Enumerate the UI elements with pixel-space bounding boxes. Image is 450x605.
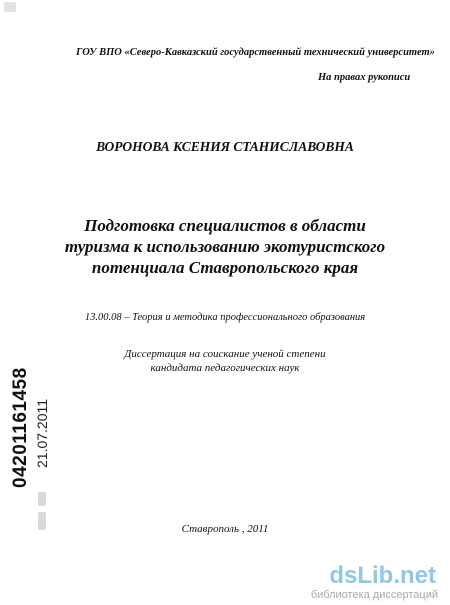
watermark-subtitle: библиотека диссертаций — [310, 589, 438, 601]
scan-smudge — [38, 512, 46, 530]
title-line-1: Подготовка специалистов в области — [84, 216, 366, 235]
archive-stamp-number: 04201161458 — [10, 367, 31, 488]
manuscript-rights-note: На правах рукописи — [318, 72, 411, 83]
watermark-logo: dsLib.net — [329, 562, 436, 589]
scan-smudge — [38, 492, 46, 506]
dissertation-title — [0, 215, 450, 278]
specialty-code: 13.00.08 – Теория и методика профессионального образования — [84, 312, 366, 323]
archive-stamp-date: 21.07.2011 — [34, 398, 50, 468]
title-line-3: потенциала Ставропольского края — [91, 258, 359, 277]
watermark — [282, 562, 442, 602]
degree-statement — [0, 347, 450, 375]
degree-line-2: кандидата педагогических наук — [150, 362, 300, 374]
scan-smudge — [4, 2, 16, 12]
title-line-2: туризма к использованию экотуристского — [64, 237, 386, 256]
organization-name: ГОУ ВПО «Северо-Кавказский государственный технический университет» — [76, 47, 435, 58]
degree-line-1: Диссертация на соискание ученой степени — [124, 348, 326, 360]
place-and-year: Ставрополь , 2011 — [181, 523, 269, 535]
author-name: ВОРОНОВА КСЕНИЯ СТАНИСЛАВОВНА — [96, 139, 354, 154]
